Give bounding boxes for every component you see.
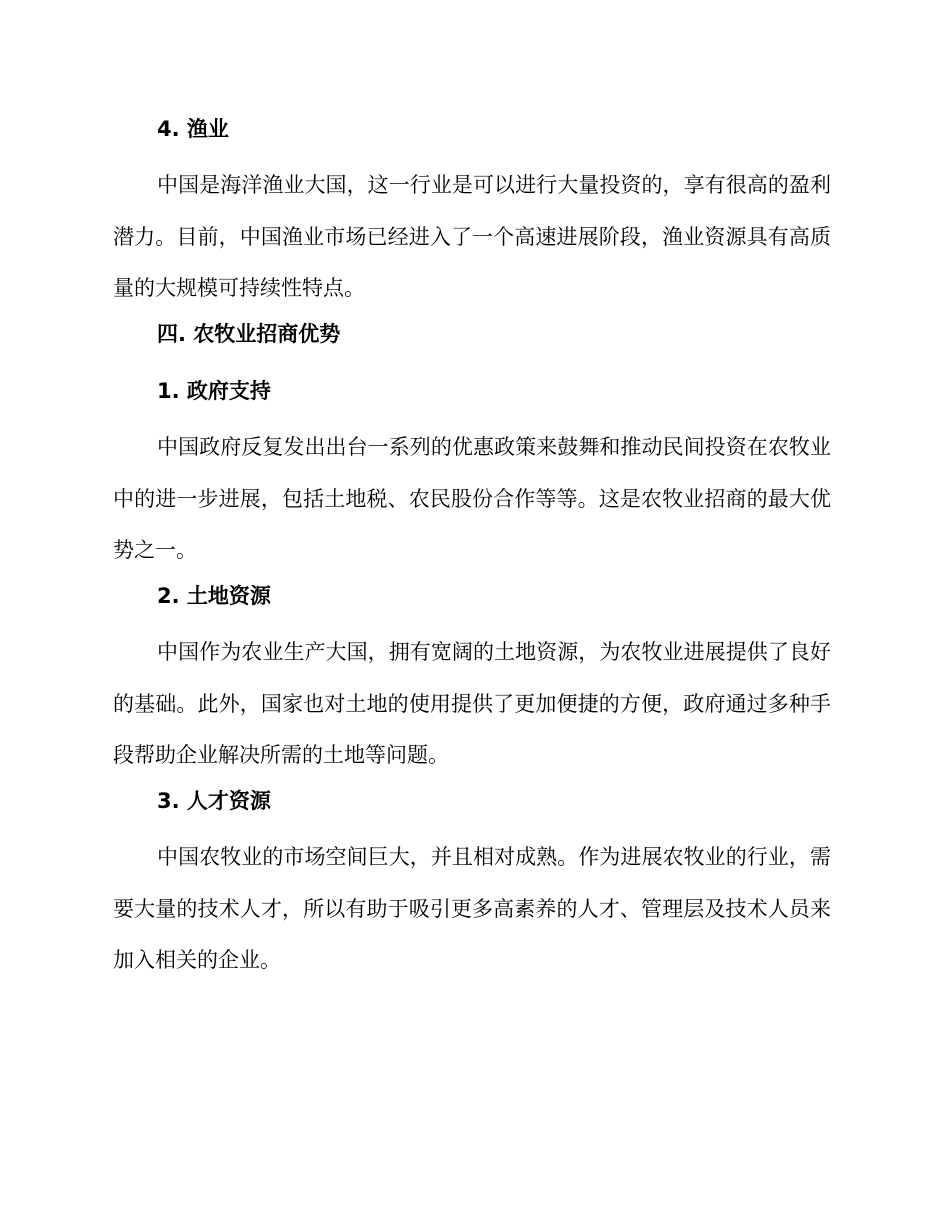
section-heading-talent-resources: 3. 人才资源 (157, 789, 271, 813)
paragraph-land-resources: 中国作为农业生产大国，拥有宽阔的土地资源，为农牧业进展提供了良好的基础。此外，国家也对土地的使用提供了更加便捷的方便，政府通过多种手段帮助企业解决所需的土地等问题。 (113, 640, 831, 767)
paragraph-government-support: 中国政府反复发出出台一系列的优惠政策来鼓舞和推动民间投资在农牧业中的进一步进展，包括土地税、农民股份合作等等。这是农牧业招商的最大优势之一。 (113, 435, 831, 562)
section-heading-fishery: 4. 渔业 (157, 117, 229, 141)
paragraph-talent-resources: 中国农牧业的市场空间巨大，并且相对成熟。作为进展农牧业的行业，需要大量的技术人才，所以有助于吸引更多高素养的人才、管理层及技术人员来加入相关的企业。 (113, 845, 831, 972)
section-heading-investment-advantages: 四. 农牧业招商优势 (157, 322, 341, 346)
section-heading-land-resources: 2. 土地资源 (157, 584, 271, 608)
paragraph-fishery: 中国是海洋渔业大国，这一行业是可以进行大量投资的，享有很高的盈利潜力。目前，中国渔业市场已经进入了一个高速进展阶段，渔业资源具有高质量的大规模可持续性特点。 (113, 173, 831, 300)
section-heading-government-support: 1. 政府支持 (157, 379, 271, 403)
